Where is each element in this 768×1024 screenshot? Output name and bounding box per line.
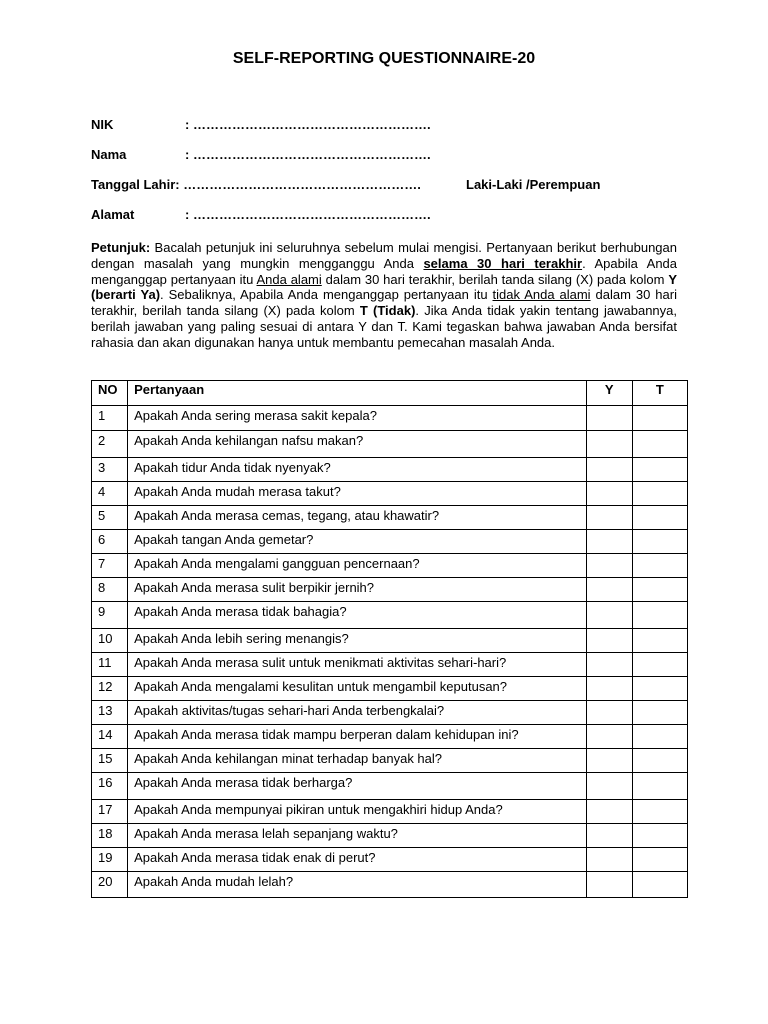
answer-t-cell[interactable] xyxy=(632,677,687,701)
field-tanggal-lahir-label: Tanggal Lahir: xyxy=(91,177,180,192)
question-number: 10 xyxy=(92,629,128,653)
header-question: Pertanyaan xyxy=(128,381,587,406)
answer-y-cell[interactable] xyxy=(586,554,632,578)
answer-y-cell[interactable] xyxy=(586,602,632,629)
answer-t-cell[interactable] xyxy=(632,602,687,629)
field-nama-label: Nama xyxy=(91,147,127,162)
field-alamat-label: Alamat xyxy=(91,207,135,222)
answer-y-cell[interactable] xyxy=(586,848,632,872)
answer-t-cell[interactable] xyxy=(632,725,687,749)
table-row xyxy=(92,554,688,578)
field-nik xyxy=(91,116,431,134)
answer-t-cell[interactable] xyxy=(632,530,687,554)
instructions-text-4: . Sebaliknya, Apabila Anda menganggap pertanyaan itu xyxy=(160,287,493,303)
question-text: Apakah Anda merasa sulit berpikir jernih? xyxy=(128,578,587,602)
table-row xyxy=(92,824,688,848)
questionnaire-body xyxy=(92,406,688,898)
field-tanggal-lahir xyxy=(91,176,421,194)
table-row xyxy=(92,701,688,725)
question-number: 6 xyxy=(92,530,128,554)
table-row xyxy=(92,458,688,482)
answer-y-cell[interactable] xyxy=(586,629,632,653)
answer-t-cell[interactable] xyxy=(632,848,687,872)
question-number: 9 xyxy=(92,602,128,629)
question-number: 13 xyxy=(92,701,128,725)
field-tanggal-lahir-value[interactable]: ………………………………………………. xyxy=(183,177,421,192)
instructions-text-6: . Jika Anda tidak yakin tentang jawabannya, berilah jawaban yang paling sesuai di antara Y dan T. Kami tegaskan bahwa jawaban Anda bersifat rahasia dan akan digunakan hanya untuk membantu pemecahan masalah Anda. xyxy=(91,303,677,350)
answer-y-cell[interactable] xyxy=(586,653,632,677)
page-title: SELF-REPORTING QUESTIONNAIRE-20 xyxy=(232,50,536,67)
table-row xyxy=(92,800,688,824)
answer-t-cell[interactable] xyxy=(632,800,687,824)
instructions-lead: Petunjuk: xyxy=(91,240,151,255)
answer-y-cell[interactable] xyxy=(586,800,632,824)
answer-t-cell[interactable] xyxy=(632,406,687,431)
question-text: Apakah tidur Anda tidak nyenyak? xyxy=(128,458,587,482)
questionnaire-table xyxy=(91,380,688,898)
answer-y-cell[interactable] xyxy=(586,677,632,701)
answer-y-cell[interactable] xyxy=(586,458,632,482)
question-number: 4 xyxy=(92,482,128,506)
question-text: Apakah Anda mudah lelah? xyxy=(128,872,587,898)
answer-y-cell[interactable] xyxy=(586,431,632,458)
answer-y-cell[interactable] xyxy=(586,872,632,898)
answer-t-cell[interactable] xyxy=(632,506,687,530)
instructions-paragraph xyxy=(91,240,677,351)
question-number: 3 xyxy=(92,458,128,482)
question-number: 11 xyxy=(92,653,128,677)
answer-t-cell[interactable] xyxy=(632,554,687,578)
answer-y-cell[interactable] xyxy=(586,530,632,554)
header-y: Y xyxy=(586,381,632,406)
answer-t-cell[interactable] xyxy=(632,701,687,725)
field-alamat xyxy=(91,206,431,224)
question-text: Apakah Anda merasa tidak mampu berperan dalam kehidupan ini? xyxy=(128,725,587,749)
question-text: Apakah Anda kehilangan nafsu makan? xyxy=(128,431,587,458)
question-number: 19 xyxy=(92,848,128,872)
instructions-yes-column: Y (berarti Ya) xyxy=(91,271,677,303)
answer-y-cell[interactable] xyxy=(586,482,632,506)
instructions-not-experienced: tidak Anda alami xyxy=(492,287,591,303)
table-row xyxy=(92,530,688,554)
answer-t-cell[interactable] xyxy=(632,482,687,506)
field-nama xyxy=(91,146,431,164)
question-number: 20 xyxy=(92,872,128,898)
answer-y-cell[interactable] xyxy=(586,506,632,530)
question-text: Apakah Anda merasa cemas, tegang, atau khawatir? xyxy=(128,506,587,530)
instructions-text-1: Bacalah petunjuk ini seluruhnya sebelum mulai mengisi. Pertanyaan berikut berhubungan dengan masalah yang mungkin mengganggu Anda xyxy=(91,240,677,271)
question-number: 1 xyxy=(92,406,128,431)
question-number: 18 xyxy=(92,824,128,848)
header-t: T xyxy=(632,381,687,406)
answer-t-cell[interactable] xyxy=(632,458,687,482)
question-text: Apakah Anda mengalami kesulitan untuk mengambil keputusan? xyxy=(128,677,587,701)
question-number: 5 xyxy=(92,506,128,530)
question-text: Apakah Anda mempunyai pikiran untuk mengakhiri hidup Anda? xyxy=(128,800,587,824)
question-number: 12 xyxy=(92,677,128,701)
question-text: Apakah tangan Anda gemetar? xyxy=(128,530,587,554)
answer-y-cell[interactable] xyxy=(586,578,632,602)
table-row xyxy=(92,431,688,458)
question-text: Apakah aktivitas/tugas sehari-hari Anda terbengkalai? xyxy=(128,701,587,725)
instructions-period-emphasis: selama 30 hari terakhir xyxy=(423,255,583,271)
table-header-row xyxy=(92,381,688,406)
table-row xyxy=(92,602,688,629)
instructions-text-3: dalam 30 hari terakhir, berilah tanda silang (X) pada kolom xyxy=(321,271,669,287)
question-text: Apakah Anda merasa lelah sepanjang waktu? xyxy=(128,824,587,848)
answer-y-cell[interactable] xyxy=(586,701,632,725)
table-row xyxy=(92,629,688,653)
instructions-no-column: T (Tidak) xyxy=(359,303,416,319)
instructions-text-5: dalam 30 hari terakhir, berilah tanda silang (X) pada kolom xyxy=(91,287,677,319)
question-text: Apakah Anda merasa tidak bahagia? xyxy=(128,602,587,629)
table-row xyxy=(92,749,688,773)
question-number: 14 xyxy=(92,725,128,749)
answer-t-cell[interactable] xyxy=(632,824,687,848)
question-text: Apakah Anda merasa tidak enak di perut? xyxy=(128,848,587,872)
table-row xyxy=(92,653,688,677)
question-number: 2 xyxy=(92,431,128,458)
answer-t-cell[interactable] xyxy=(632,749,687,773)
field-nik-value[interactable]: : ………………………………………………. xyxy=(185,117,431,132)
answer-t-cell[interactable] xyxy=(632,872,687,898)
answer-y-cell[interactable] xyxy=(586,824,632,848)
header-no: NO xyxy=(92,381,128,406)
table-row xyxy=(92,578,688,602)
answer-t-cell[interactable] xyxy=(632,653,687,677)
table-row xyxy=(92,506,688,530)
answer-y-cell[interactable] xyxy=(586,773,632,800)
question-number: 17 xyxy=(92,800,128,824)
question-text: Apakah Anda sering merasa sakit kepala? xyxy=(128,406,587,431)
table-row xyxy=(92,773,688,800)
table-row xyxy=(92,848,688,872)
question-text: Apakah Anda mengalami gangguan pencernaan? xyxy=(128,554,587,578)
answer-t-cell[interactable] xyxy=(632,629,687,653)
field-alamat-value[interactable]: : ………………………………………………. xyxy=(185,207,431,222)
question-text: Apakah Anda lebih sering menangis? xyxy=(128,629,587,653)
question-number: 16 xyxy=(92,773,128,800)
question-number: 7 xyxy=(92,554,128,578)
answer-t-cell[interactable] xyxy=(632,773,687,800)
table-row xyxy=(92,725,688,749)
question-text: Apakah Anda kehilangan minat terhadap banyak hal? xyxy=(128,749,587,773)
table-row xyxy=(92,482,688,506)
answer-y-cell[interactable] xyxy=(586,749,632,773)
question-text: Apakah Anda merasa sulit untuk menikmati aktivitas sehari-hari? xyxy=(128,653,587,677)
field-nama-value[interactable]: : ………………………………………………. xyxy=(185,147,431,162)
question-text: Apakah Anda mudah merasa takut? xyxy=(128,482,587,506)
instructions-experienced: Anda alami xyxy=(256,271,322,287)
answer-t-cell[interactable] xyxy=(632,578,687,602)
answer-t-cell[interactable] xyxy=(632,431,687,458)
table-row xyxy=(92,406,688,431)
table-row xyxy=(92,677,688,701)
question-number: 15 xyxy=(92,749,128,773)
question-text: Apakah Anda merasa tidak berharga? xyxy=(128,773,587,800)
question-number: 8 xyxy=(92,578,128,602)
gender-options[interactable]: Laki-Laki /Perempuan xyxy=(466,177,601,192)
instructions-text-2: . Apabila Anda menganggap pertanyaan itu xyxy=(91,255,678,287)
table-row xyxy=(92,872,688,898)
answer-y-cell[interactable] xyxy=(586,725,632,749)
answer-y-cell[interactable] xyxy=(586,406,632,431)
field-nik-label: NIK xyxy=(91,117,114,132)
